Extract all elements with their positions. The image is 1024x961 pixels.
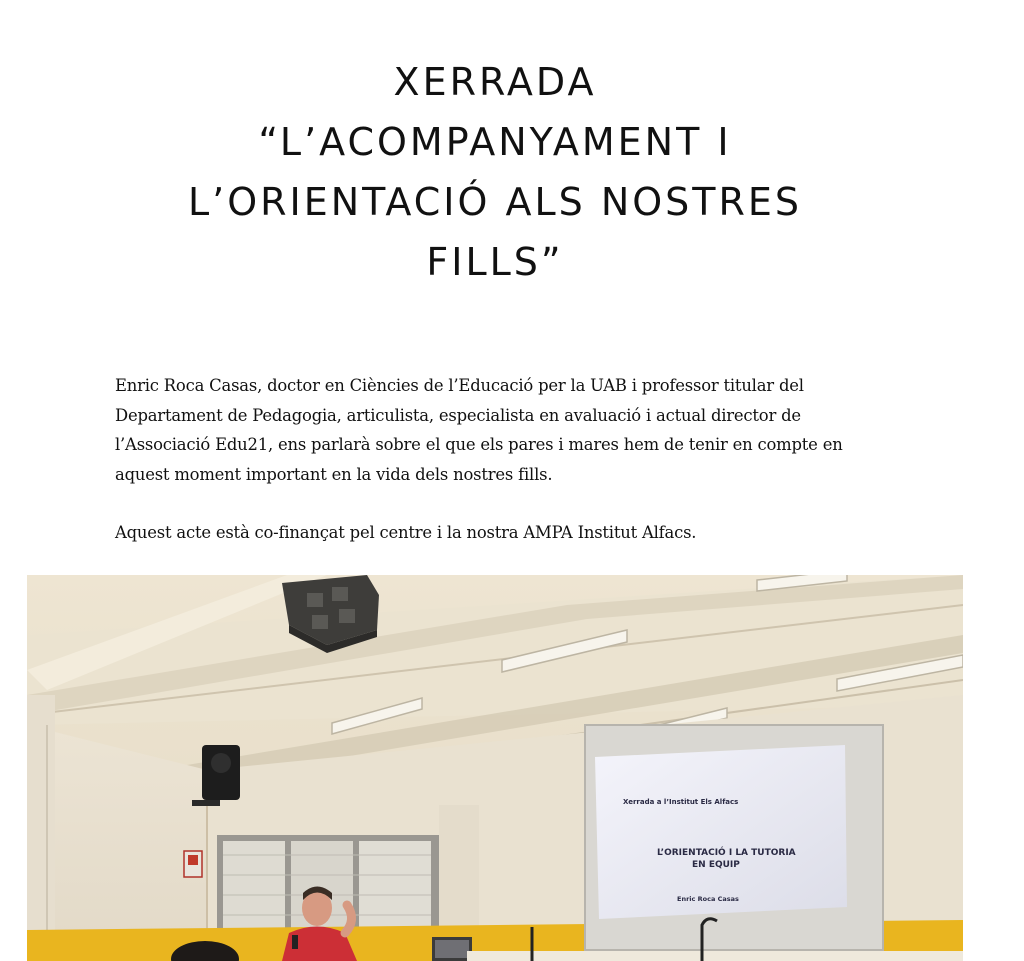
funding-paragraph: Aquest acte està co-finançat pel centre i la nostra AMPA Institut Alfacs. xyxy=(115,523,697,542)
slide-title-line2: EN EQUIP xyxy=(692,860,740,870)
event-photo xyxy=(27,575,963,961)
slide-speaker: Enric Roca Casas xyxy=(677,895,739,903)
article-body xyxy=(115,371,875,577)
title-line: L’ORIENTACIÓ ALS NOSTRES xyxy=(187,180,803,224)
title-line: XERRADA xyxy=(393,60,597,104)
slide-header: Xerrada a l’Institut Els Alfacs xyxy=(623,798,739,806)
title-line: FILLS” xyxy=(426,240,564,284)
slide-title-line1: L’ORIENTACIÓ I LA TUTORIA xyxy=(657,848,796,858)
intro-paragraph: Enric Roca Casas, doctor en Ciències de l’Educació per la UAB i professor titular del Departament de Pedagogia, articulista, especialista en avaluació i actual director de l’Associació Edu21, ens parlarà sobre el que els pares i mares hem de tenir en compte en aquest moment important en la vida dels nostres fills. xyxy=(115,376,843,484)
page-title xyxy=(110,52,880,292)
title-line: “L’ACOMPANYAMENT I xyxy=(258,120,732,164)
